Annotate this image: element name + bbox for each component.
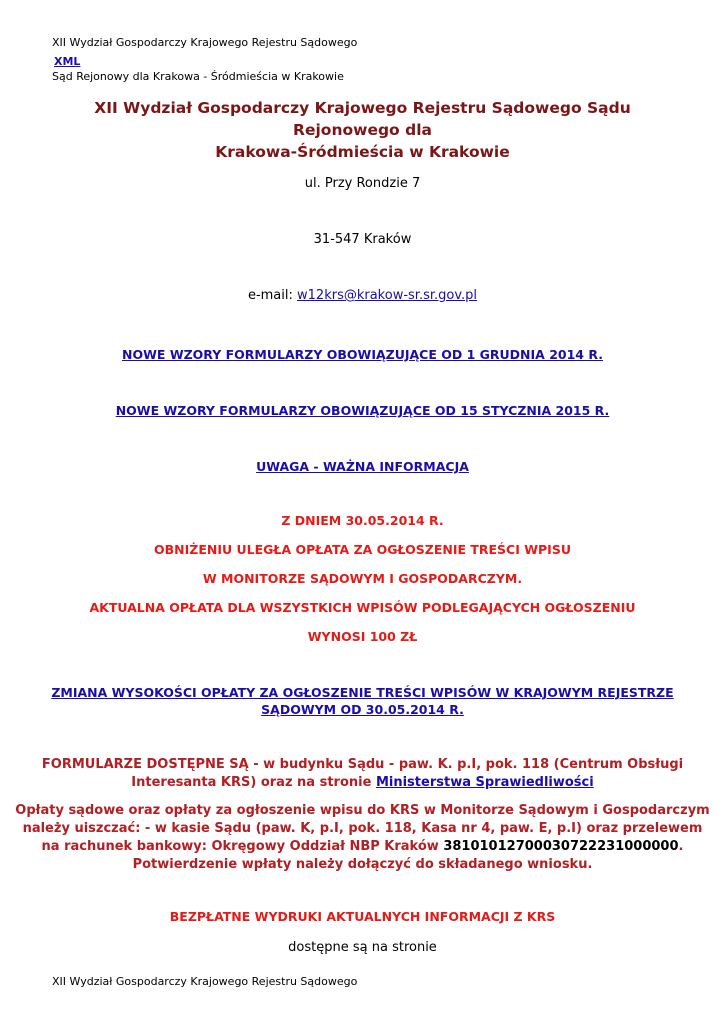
forms-2014-link[interactable]: NOWE WZORY FORMULARZY OBOWIĄZUJĄCE OD 1 GRUDNIA 2014 R. <box>122 347 603 362</box>
forms-2015-row <box>0 400 725 419</box>
free-printouts-text: dostępne są na stronie <box>288 940 437 955</box>
payment-info-line4: Potwierdzenie wpłaty należy dołączyć do składanego wniosku. <box>132 857 593 872</box>
forms-info <box>0 756 725 792</box>
free-printouts-heading: BEZPŁATNE WYDRUKI AKTUALNYCH INFORMACJI Z KRS <box>169 909 556 924</box>
forms-2015-link[interactable]: NOWE WZORY FORMULARZY OBOWIĄZUJĄCE OD 15 STYCZNIA 2015 R. <box>115 403 610 418</box>
announcement-line3: W MONITORZE SĄDOWYM I GOSPODARCZYM. <box>202 571 523 586</box>
address-city: 31-547 Kraków <box>313 232 412 247</box>
footer-site-name: XII Wydział Gospodarczy Krajowego Rejestru Sądowego <box>52 975 358 988</box>
ministry-link[interactable]: Ministerstwa Sprawiedliwości <box>375 775 594 790</box>
payment-info-line1: Opłaty sądowe oraz opłaty za ogłoszenie wpisu do KRS w Monitorze Sądowym i Gospodarczym <box>15 803 710 818</box>
fee-change-row <box>0 684 725 718</box>
page-title-line1: XII Wydział Gospodarczy Krajowego Rejestru Sądowego Sądu Rejonowego dla <box>94 99 631 139</box>
page-title <box>40 97 685 163</box>
forms-info-line1: FORMULARZE DOSTĘPNE SĄ - w budynku Sądu - paw. K. p.I, pok. 118 (Centrum Obsługi <box>41 757 684 772</box>
address-street: ul. Przy Rondzie 7 <box>304 176 421 191</box>
announcement-line2: OBNIŻENIU ULEGŁA OPŁATA ZA OGŁOSZENIE TREŚCI WPISU <box>154 542 571 557</box>
announcement-line1: Z DNIEM 30.05.2014 R. <box>281 513 444 528</box>
important-notice-link[interactable]: UWAGA - WAŻNA INFORMACJA <box>256 459 469 474</box>
header-site-name: XII Wydział Gospodarczy Krajowego Rejestru Sądowego <box>52 36 358 49</box>
payment-info-line3-end: . <box>678 839 684 854</box>
payment-info-line3 <box>0 838 725 856</box>
bank-account-number: 38101012700030722231000000 <box>443 839 679 854</box>
payment-info-line3-text: na rachunek bankowy: Okręgowy Oddział NBP Kraków <box>41 839 444 854</box>
email-link[interactable]: w12krs@krakow-sr.sr.gov.pl <box>297 288 478 303</box>
xml-link[interactable]: XML <box>54 55 81 68</box>
fee-change-link-line1: ZMIANA WYSOKOŚCI OPŁATY ZA OGŁOSZENIE TREŚCI WPISÓW W KRAJOWYM REJESTRZE <box>51 685 674 700</box>
payment-info-line2: należy uiszczać: - w kasie Sądu (paw. K, p.I, pok. 118, Kasa nr 4, paw. E, p.I) oraz przelewem <box>22 821 703 836</box>
email-row <box>0 288 725 304</box>
payment-info <box>0 802 725 874</box>
forms-info-line2-text: Interesanta KRS) oraz na stronie <box>131 775 376 790</box>
announcement-line5: WYNOSI 100 ZŁ <box>307 629 418 644</box>
forms-info-line2 <box>0 774 725 792</box>
forms-2014-row <box>0 344 725 363</box>
page-title-line2: Krakowa-Śródmieścia w Krakowie <box>215 143 510 161</box>
announcement-line4: AKTUALNA OPŁATA DLA WSZYSTKICH WPISÓW PODLEGAJĄCYCH OGŁOSZENIU <box>89 600 636 615</box>
header-court-name: Sąd Rejonowy dla Krakowa - Śródmieścia w Krakowie <box>52 70 344 83</box>
fee-change-link-line2: SĄDOWYM OD 30.05.2014 R. <box>261 702 464 717</box>
email-label: e-mail: <box>247 288 298 303</box>
fee-change-link[interactable] <box>0 684 725 718</box>
notice-row <box>0 456 725 475</box>
